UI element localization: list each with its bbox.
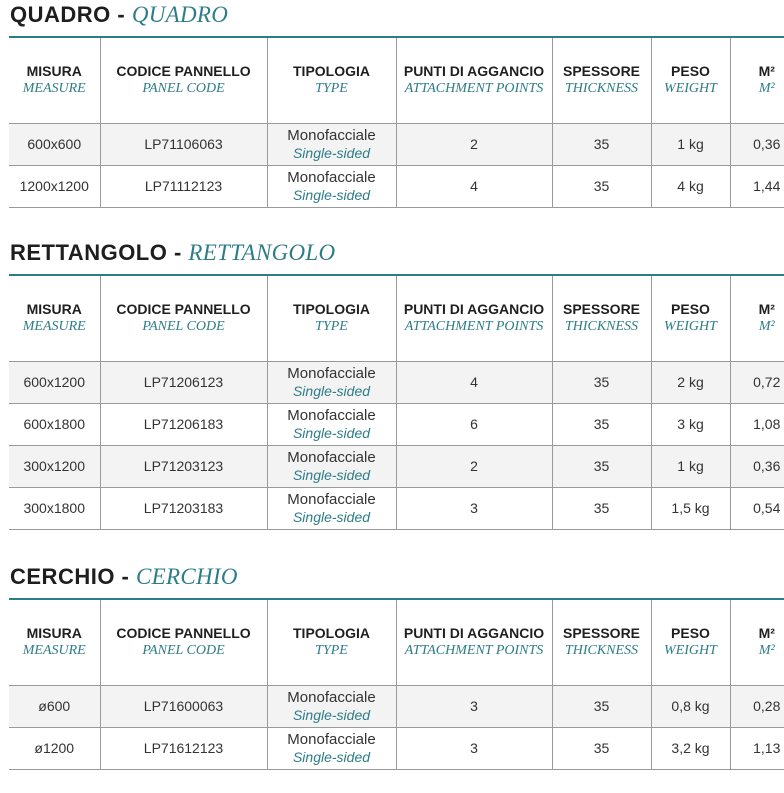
product-table [9, 598, 784, 770]
header-measure [9, 275, 100, 361]
header-thickness-en: THICKNESS [564, 81, 639, 97]
cell-type-it: Monofacciale [287, 688, 376, 706]
cell-type [267, 445, 396, 487]
header-measure-it: MISURA [26, 301, 82, 318]
header-thickness [552, 275, 651, 361]
cell-type-en: Single-sided [292, 748, 371, 765]
cell-type [267, 685, 396, 727]
header-code-en: PANEL CODE [142, 81, 225, 97]
cell-points: 2 [396, 123, 552, 165]
cell-area: 0,54 [730, 487, 784, 529]
cell-weight: 3 kg [651, 403, 730, 445]
header-points [396, 599, 552, 685]
cell-points: 3 [396, 727, 552, 769]
header-weight-en: WEIGHT [664, 643, 717, 659]
cell-type [267, 361, 396, 403]
cell-code: LP71206183 [100, 403, 267, 445]
cell-measure: ø600 [9, 685, 100, 727]
header-measure-en: MEASURE [22, 319, 86, 335]
cell-thickness: 35 [552, 165, 651, 207]
cell-code: LP71206123 [100, 361, 267, 403]
cell-area: 0,36 [730, 123, 784, 165]
cell-thickness: 35 [552, 123, 651, 165]
table-row [9, 445, 784, 487]
cell-area: 0,36 [730, 445, 784, 487]
section-title [0, 562, 784, 598]
cell-weight: 2 kg [651, 361, 730, 403]
header-area-en: M² [758, 643, 775, 659]
header-weight-it: PESO [671, 301, 710, 318]
header-weight [651, 275, 730, 361]
header-points-en: ATTACHMENT POINTS [404, 319, 544, 335]
cell-type-it: Monofacciale [287, 490, 376, 508]
cell-type [267, 487, 396, 529]
cell-measure: 600x600 [9, 123, 100, 165]
cell-thickness: 35 [552, 403, 651, 445]
cell-type [267, 123, 396, 165]
header-measure-it: MISURA [26, 625, 82, 642]
cell-type-en: Single-sided [292, 424, 371, 441]
section-title-en: CERCHIO [136, 564, 238, 589]
product-section [0, 0, 784, 208]
header-code [100, 599, 267, 685]
section-title-en: QUADRO [131, 2, 229, 27]
header-points-en: ATTACHMENT POINTS [404, 81, 544, 97]
table-row [9, 403, 784, 445]
section-title-en: RETTANGOLO [188, 240, 336, 265]
cell-thickness: 35 [552, 487, 651, 529]
product-table [9, 274, 784, 530]
cell-measure: 600x1200 [9, 361, 100, 403]
cell-code: LP71106063 [100, 123, 267, 165]
cell-measure: 1200x1200 [9, 165, 100, 207]
header-measure [9, 599, 100, 685]
cell-points: 4 [396, 165, 552, 207]
header-type-en: TYPE [315, 319, 348, 335]
table-header-row [9, 37, 784, 123]
header-measure-en: MEASURE [22, 81, 86, 97]
cell-points: 4 [396, 361, 552, 403]
product-table [9, 36, 784, 208]
cell-code: LP71203183 [100, 487, 267, 529]
cell-measure: 300x1200 [9, 445, 100, 487]
cell-thickness: 35 [552, 727, 651, 769]
cell-weight: 1 kg [651, 123, 730, 165]
cell-type-it: Monofacciale [287, 448, 376, 466]
header-thickness-en: THICKNESS [564, 643, 639, 659]
header-points [396, 275, 552, 361]
header-code [100, 37, 267, 123]
cell-points: 3 [396, 685, 552, 727]
cell-area: 1,13 [730, 727, 784, 769]
header-type-en: TYPE [315, 643, 348, 659]
header-weight [651, 37, 730, 123]
cell-thickness: 35 [552, 445, 651, 487]
cell-type [267, 727, 396, 769]
header-thickness [552, 37, 651, 123]
header-type-it: TIPOLOGIA [293, 63, 370, 80]
header-type [267, 275, 396, 361]
cell-type-en: Single-sided [292, 144, 371, 161]
table-header-row [9, 275, 784, 361]
header-points-it: PUNTI DI AGGANCIO [403, 625, 545, 642]
header-area [730, 37, 784, 123]
header-thickness-it: SPESSORE [562, 301, 641, 318]
cell-type-en: Single-sided [292, 466, 371, 483]
header-code-it: CODICE PANNELLO [116, 625, 251, 642]
header-type-it: TIPOLOGIA [293, 625, 370, 642]
header-area-en: M² [758, 81, 775, 97]
cell-type-it: Monofacciale [287, 730, 376, 748]
table-row [9, 685, 784, 727]
cell-area: 1,08 [730, 403, 784, 445]
cell-weight: 0,8 kg [651, 685, 730, 727]
header-area-it: M² [758, 301, 775, 318]
header-type [267, 599, 396, 685]
cell-type-it: Monofacciale [287, 364, 376, 382]
table-row [9, 727, 784, 769]
cell-code: LP71112123 [100, 165, 267, 207]
header-thickness-en: THICKNESS [564, 319, 639, 335]
section-title-it: RETTANGOLO - [10, 240, 182, 265]
header-weight-en: WEIGHT [664, 319, 717, 335]
cell-points: 2 [396, 445, 552, 487]
cell-weight: 1,5 kg [651, 487, 730, 529]
cell-measure: ø1200 [9, 727, 100, 769]
table-row [9, 123, 784, 165]
table-row [9, 487, 784, 529]
header-points [396, 37, 552, 123]
header-area [730, 275, 784, 361]
header-thickness-it: SPESSORE [562, 625, 641, 642]
table-header-row [9, 599, 784, 685]
section-title [0, 0, 784, 36]
cell-type [267, 165, 396, 207]
cell-type [267, 403, 396, 445]
section-title [0, 238, 784, 274]
product-section [0, 238, 784, 530]
header-area-it: M² [758, 63, 775, 80]
cell-code: LP71203123 [100, 445, 267, 487]
header-points-en: ATTACHMENT POINTS [404, 643, 544, 659]
header-measure-it: MISURA [26, 63, 82, 80]
cell-thickness: 35 [552, 685, 651, 727]
cell-type-en: Single-sided [292, 706, 371, 723]
header-points-it: PUNTI DI AGGANCIO [403, 63, 545, 80]
header-thickness [552, 599, 651, 685]
header-measure-en: MEASURE [22, 643, 86, 659]
cell-code: LP71612123 [100, 727, 267, 769]
cell-weight: 1 kg [651, 445, 730, 487]
cell-type-it: Monofacciale [287, 168, 376, 186]
header-measure [9, 37, 100, 123]
product-section [0, 562, 784, 770]
cell-points: 6 [396, 403, 552, 445]
cell-area: 0,28 [730, 685, 784, 727]
header-area [730, 599, 784, 685]
table-row [9, 165, 784, 207]
cell-weight: 4 kg [651, 165, 730, 207]
cell-code: LP71600063 [100, 685, 267, 727]
header-weight [651, 599, 730, 685]
header-area-it: M² [758, 625, 775, 642]
table-row [9, 361, 784, 403]
header-code-en: PANEL CODE [142, 319, 225, 335]
cell-type-en: Single-sided [292, 508, 371, 525]
section-title-it: QUADRO - [10, 2, 126, 27]
cell-type-en: Single-sided [292, 382, 371, 399]
cell-weight: 3,2 kg [651, 727, 730, 769]
header-code-it: CODICE PANNELLO [116, 63, 251, 80]
cell-thickness: 35 [552, 361, 651, 403]
cell-area: 0,72 [730, 361, 784, 403]
header-code [100, 275, 267, 361]
cell-area: 1,44 [730, 165, 784, 207]
header-weight-it: PESO [671, 625, 710, 642]
cell-measure: 300x1800 [9, 487, 100, 529]
cell-points: 3 [396, 487, 552, 529]
header-type-it: TIPOLOGIA [293, 301, 370, 318]
header-code-it: CODICE PANNELLO [116, 301, 251, 318]
cell-type-en: Single-sided [292, 186, 371, 203]
header-points-it: PUNTI DI AGGANCIO [403, 301, 545, 318]
header-weight-it: PESO [671, 63, 710, 80]
cell-measure: 600x1800 [9, 403, 100, 445]
cell-type-it: Monofacciale [287, 406, 376, 424]
header-type [267, 37, 396, 123]
header-area-en: M² [758, 319, 775, 335]
header-type-en: TYPE [315, 81, 348, 97]
cell-type-it: Monofacciale [287, 126, 376, 144]
section-title-it: CERCHIO - [10, 564, 130, 589]
header-weight-en: WEIGHT [664, 81, 717, 97]
header-thickness-it: SPESSORE [562, 63, 641, 80]
header-code-en: PANEL CODE [142, 643, 225, 659]
